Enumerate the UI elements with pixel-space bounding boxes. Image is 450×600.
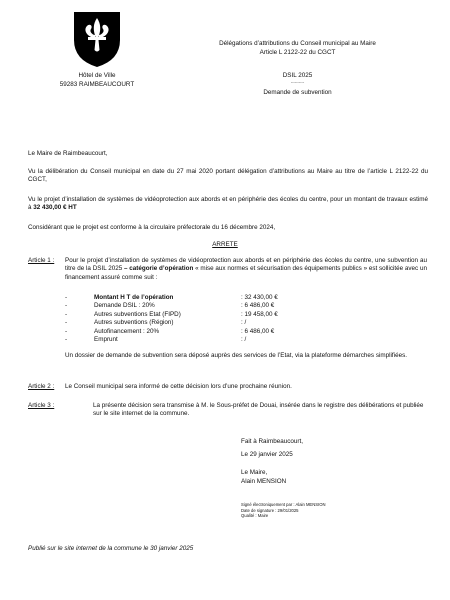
financing-label: Demande DSIL : 20% <box>94 302 155 310</box>
signature-date: Le 29 janvier 2025 <box>241 451 293 458</box>
financing-value: : 19 458,00 € <box>241 310 278 318</box>
financing-label: Emprunt <box>94 336 118 343</box>
signature-place: Fait à Raimbeaucourt, <box>241 438 303 445</box>
town-address: 59283 RAIMBEAUCOURT <box>59 80 135 88</box>
article-1-label: Article 1 : <box>28 257 55 264</box>
financing-row-fipd: - Autres subventions Etat (FIPD) : 19 458,00 € <box>65 310 278 318</box>
signature-role: Le Maire, <box>241 469 268 476</box>
reference-code: DSIL 2025 <box>282 72 313 79</box>
publication-note: Publié sur le site internet de la commune le 30 janvier 2025 <box>28 545 194 552</box>
financing-value: : / <box>241 336 247 343</box>
financing-row-emprunt: - Emprunt : / <box>65 336 247 343</box>
article-1-text-part1: Pour le projet d’installation de systèmes de vidéoprotection aux abords et en périphérie des écoles du centre, une subvention au titre de la DSIL 2025 <box>65 257 427 273</box>
article-1-text-part2: « mise aux normes et sécurisation des équipements publics » est sollicitée avec un financement assuré comme suit : <box>65 265 427 281</box>
article-1-text-bold: – catégorie d’opération <box>124 265 194 273</box>
financing-value: : 32 430,00 € <box>241 294 278 301</box>
financing-value: : / <box>241 319 247 327</box>
vu-projet-text: Vu le projet d’installation de systèmes de vidéoprotection aux abords et en périphérie des écoles du centre, pour un montant de travaux estimé à <box>28 196 428 212</box>
article-2-text: Le Conseil municipal sera informé de cette décision lors d’une prochaine réunion. <box>65 383 292 390</box>
town-hall-label: Hôtel de Ville <box>78 72 116 79</box>
financing-row-dsil: - Demande DSIL : 20% : 6 486,00 € <box>65 302 275 310</box>
salutation: Le Maire de Raimbeaucourt, <box>28 150 108 157</box>
financing-label: Autofinancement : 20% <box>94 327 160 335</box>
esign-signer: Signé électroniquement par : Alain MENSION <box>241 502 326 507</box>
article-3-text: La présente décision sera transmise à M. le Sous-préfet de Douai, insérée dans le registre des délibérations et publiée sur le site internet de la commune. <box>93 402 424 418</box>
considerant: Considérant que le projet est conforme à la circulaire préfectorale du 16 décembre 2024, <box>28 224 276 231</box>
financing-label: Autres subventions Etat (FIPD) <box>94 310 181 318</box>
article-1-text <box>65 257 427 282</box>
financing-row-total: - Montant H T de l’opération : 32 430,00 € <box>65 294 278 301</box>
article-3-label: Article 3 : <box>28 402 55 409</box>
article-2-label: Article 2 : <box>28 383 55 390</box>
document-title: Délégations d’attributions du Conseil municipal au Maire <box>219 40 376 47</box>
esign-date: Date de signature : 29/01/2025 <box>241 507 299 513</box>
financing-row-region: - Autres subventions (Région) : / <box>65 319 247 327</box>
document-subtitle: Article L 2122-22 du CGCT <box>259 48 336 56</box>
financing-value: : 6 486,00 € <box>241 327 275 335</box>
financing-label: Montant H T de l’opération <box>94 294 174 301</box>
arrete-heading: ARRETE <box>212 241 238 248</box>
vu-projet <box>28 196 428 213</box>
financing-value: : 6 486,00 € <box>241 302 275 310</box>
dossier-note: Un dossier de demande de subvention sera déposé auprès des services de l’Etat, via la plateforme démarches simplifiées. <box>65 352 407 359</box>
fleur-de-lis-shield-icon <box>72 10 122 68</box>
signature-name: Alain MENSION <box>241 478 287 485</box>
document-subject: Demande de subvention <box>263 88 332 96</box>
reference-rule: ---------- <box>290 79 305 84</box>
vu-deliberation: Vu la délibération du Conseil municipal en date du 27 mai 2020 portant délégation d’attributions au Maire au titre de l’article L 2122-22 du CGCT, <box>28 168 428 184</box>
financing-row-autofinancement: - Autofinancement : 20% : 6 486,00 € <box>65 327 275 335</box>
esign-role: Qualité : Maire <box>241 513 269 518</box>
financing-label: Autres subventions (Région) <box>94 319 174 327</box>
vu-projet-amount: 32 430,00 € HT <box>33 204 77 212</box>
